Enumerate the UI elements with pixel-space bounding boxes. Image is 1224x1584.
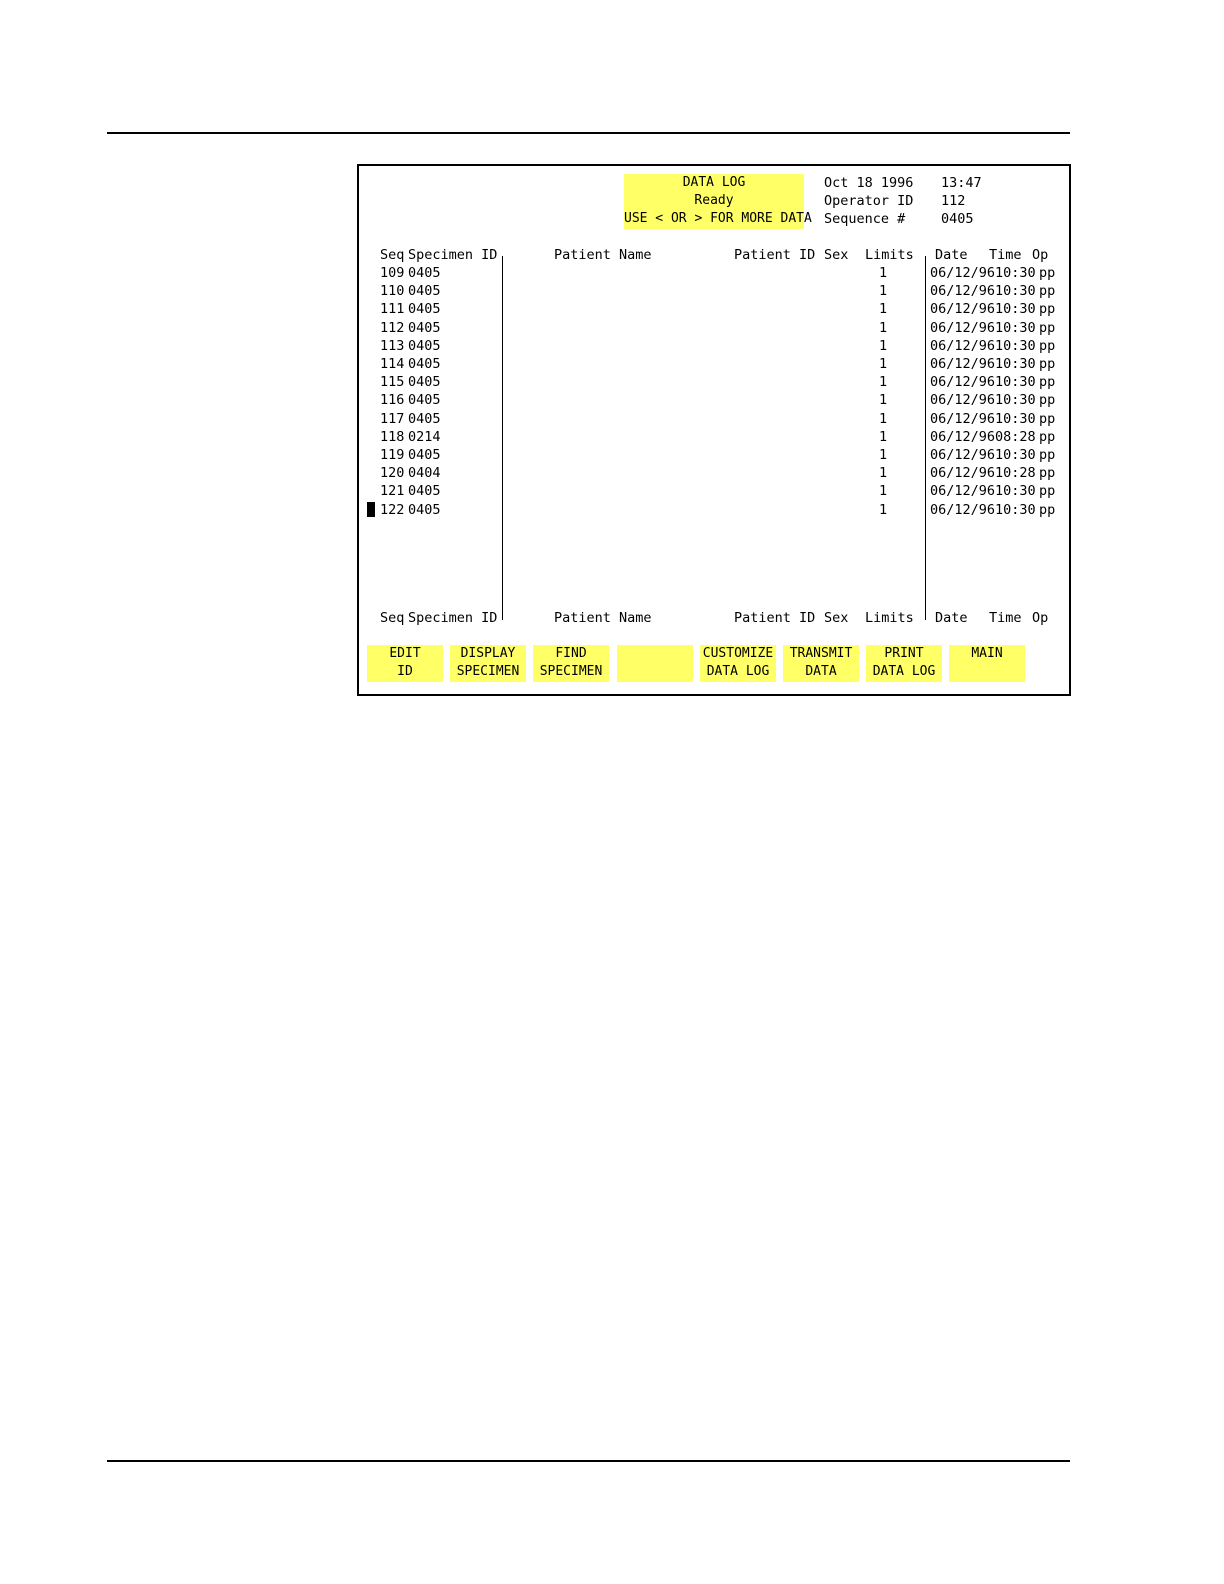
cell-specimen-id: 0405 (408, 301, 441, 318)
fkey-label: EDIT (389, 646, 421, 661)
cell-limits: 1 (879, 501, 888, 518)
page-bottom-rule (107, 1460, 1070, 1462)
header-labels (824, 174, 913, 228)
cell-seq: 114 (380, 356, 405, 372)
cell-limits: 1 (879, 374, 888, 391)
cell-specimen-id: 0405 (408, 410, 441, 427)
fkey-label: SPECIMEN (456, 664, 520, 679)
cell-time: 10:30 (995, 374, 1036, 391)
cell-seq: 110 (380, 283, 405, 300)
fkey-edit-id-button[interactable] (367, 645, 443, 682)
fkey-find-specimen-button[interactable] (533, 645, 609, 682)
cell-specimen-id: 0405 (408, 374, 441, 391)
cell-op: pp (1039, 356, 1056, 372)
cell-specimen-id: 0405 (408, 501, 441, 518)
col-date: Date (935, 610, 968, 626)
cell-op: pp (1039, 501, 1056, 518)
cell-limits: 1 (879, 283, 888, 300)
cell-op: pp (1039, 483, 1056, 500)
fkey-label: ID (397, 664, 413, 679)
cell-date: 06/12/96 (930, 447, 996, 463)
cell-op: pp (1039, 410, 1056, 427)
cell-limits: 1 (879, 319, 888, 336)
cell-op: pp (1039, 392, 1056, 409)
cell-date: 06/12/96 (930, 356, 996, 372)
col-limits: Limits (865, 610, 914, 626)
cell-op: pp (1039, 447, 1056, 463)
data-log-screen (357, 164, 1071, 696)
cell-specimen-id: 0405 (408, 483, 441, 500)
col-op: Op (1032, 610, 1049, 626)
page-top-rule (107, 132, 1070, 134)
cell-op: pp (1039, 301, 1056, 318)
cell-seq: 111 (380, 301, 405, 318)
current-time: 13:47 (941, 175, 982, 191)
cell-seq: 113 (380, 337, 405, 354)
col-patient-id: Patient ID (734, 610, 816, 626)
cell-time: 10:30 (995, 337, 1036, 354)
header-values (941, 174, 982, 228)
col-patient-id: Patient ID (734, 247, 816, 263)
cell-seq: 115 (380, 374, 405, 391)
cell-time: 10:30 (995, 319, 1036, 336)
cell-op: pp (1039, 465, 1056, 482)
cell-specimen-id: 0405 (408, 319, 441, 336)
cell-seq: 120 (380, 465, 405, 482)
cell-limits: 1 (879, 483, 888, 500)
cell-specimen-id: 0405 (408, 447, 441, 463)
cell-specimen-id: 0405 (408, 337, 441, 354)
status-text: Ready (694, 193, 734, 208)
cell-time: 10:30 (995, 356, 1036, 372)
fkey-label: CUSTOMIZE (702, 646, 774, 661)
cell-time: 10:30 (995, 301, 1036, 318)
col-seq: Seq (380, 610, 405, 626)
sequence-value: 0405 (941, 211, 974, 227)
col-sex: Sex (824, 247, 849, 263)
cell-time: 10:30 (995, 283, 1036, 300)
fkey-customize-data-log-button[interactable] (700, 645, 776, 682)
column-divider-left (502, 256, 503, 620)
fkey-label: FIND (555, 646, 587, 661)
col-seq: Seq (380, 247, 405, 263)
cell-specimen-id: 0405 (408, 283, 441, 300)
col-time: Time (989, 610, 1022, 626)
cell-date: 06/12/96 (930, 319, 996, 336)
cell-date: 06/12/96 (930, 301, 996, 318)
cell-op: pp (1039, 265, 1056, 281)
cell-seq: 116 (380, 392, 405, 409)
fkey-display-specimen-button[interactable] (450, 645, 526, 682)
cell-op: pp (1039, 319, 1056, 336)
cell-limits: 1 (879, 465, 888, 482)
cell-specimen-id: 0404 (408, 465, 441, 482)
cell-date: 06/12/96 (930, 337, 996, 354)
screen-title: DATA LOG (682, 175, 746, 190)
fkey-label: DISPLAY (460, 646, 516, 661)
sequence-label: Sequence # (824, 211, 906, 227)
cell-date: 06/12/96 (930, 283, 996, 300)
fkey-main-button[interactable] (949, 645, 1025, 682)
cell-limits: 1 (879, 356, 888, 372)
cell-seq: 118 (380, 428, 405, 445)
col-patient-name: Patient Name (554, 610, 652, 626)
cell-specimen-id: 0405 (408, 392, 441, 409)
col-patient-name: Patient Name (554, 247, 652, 263)
fkey-transmit-data-button[interactable] (783, 645, 859, 682)
cell-seq: 122 (380, 501, 405, 518)
cell-date: 06/12/96 (930, 428, 996, 445)
cell-seq: 109 (380, 265, 405, 281)
cell-time: 10:30 (995, 483, 1036, 500)
cell-date: 06/12/96 (930, 374, 996, 391)
col-limits: Limits (865, 247, 914, 263)
cell-time: 10:30 (995, 501, 1036, 518)
col-op: Op (1032, 247, 1049, 263)
col-date: Date (935, 247, 968, 263)
column-divider-right (925, 256, 926, 620)
title-banner (624, 174, 812, 229)
cell-limits: 1 (879, 428, 888, 445)
fkey-label: DATA LOG (706, 664, 770, 679)
cell-seq: 119 (380, 447, 405, 463)
cell-limits: 1 (879, 265, 888, 281)
cell-limits: 1 (879, 447, 888, 463)
fkey-label: PRINT (884, 646, 924, 661)
cell-seq: 121 (380, 483, 405, 500)
cell-limits: 1 (879, 301, 888, 318)
cell-limits: 1 (879, 392, 888, 409)
fkey-blank-button[interactable] (617, 645, 693, 682)
cell-seq: 117 (380, 410, 405, 427)
cell-date: 06/12/96 (930, 410, 996, 427)
cell-date: 06/12/96 (930, 483, 996, 500)
cell-op: pp (1039, 337, 1056, 354)
cell-specimen-id: 0405 (408, 356, 441, 372)
current-date: Oct 18 1996 (824, 175, 914, 191)
cell-limits: 1 (879, 410, 888, 427)
cell-seq: 112 (380, 319, 405, 336)
cell-date: 06/12/96 (930, 265, 996, 281)
cell-specimen-id: 0214 (408, 428, 441, 445)
fkey-print-data-log-button[interactable] (866, 645, 942, 682)
col-specimen-id: Specimen ID (408, 610, 498, 626)
fkey-label: DATA LOG (872, 664, 936, 679)
cell-limits: 1 (879, 337, 888, 354)
operator-value: 112 (941, 193, 966, 209)
cell-date: 06/12/96 (930, 392, 996, 409)
col-sex: Sex (824, 610, 849, 626)
operator-label: Operator ID (824, 193, 914, 209)
cell-op: pp (1039, 283, 1056, 300)
cell-time: 08:28 (995, 428, 1036, 445)
cell-date: 06/12/96 (930, 465, 996, 482)
row-cursor (367, 502, 375, 517)
cell-time: 10:28 (995, 465, 1036, 482)
fkey-label: TRANSMIT (789, 646, 853, 661)
cell-time: 10:30 (995, 447, 1036, 463)
col-time: Time (989, 247, 1022, 263)
cell-time: 10:30 (995, 410, 1036, 427)
cell-op: pp (1039, 374, 1056, 391)
fkey-label: MAIN (971, 646, 1003, 661)
cell-specimen-id: 0405 (408, 265, 441, 281)
cell-date: 06/12/96 (930, 501, 996, 518)
cell-time: 10:30 (995, 392, 1036, 409)
col-specimen-id: Specimen ID (408, 247, 498, 263)
cell-time: 10:30 (995, 265, 1036, 281)
fkey-label: DATA (805, 664, 837, 679)
navigation-hint: USE < OR > FOR MORE DATA (624, 211, 812, 226)
cell-op: pp (1039, 428, 1056, 445)
fkey-label: SPECIMEN (539, 664, 603, 679)
